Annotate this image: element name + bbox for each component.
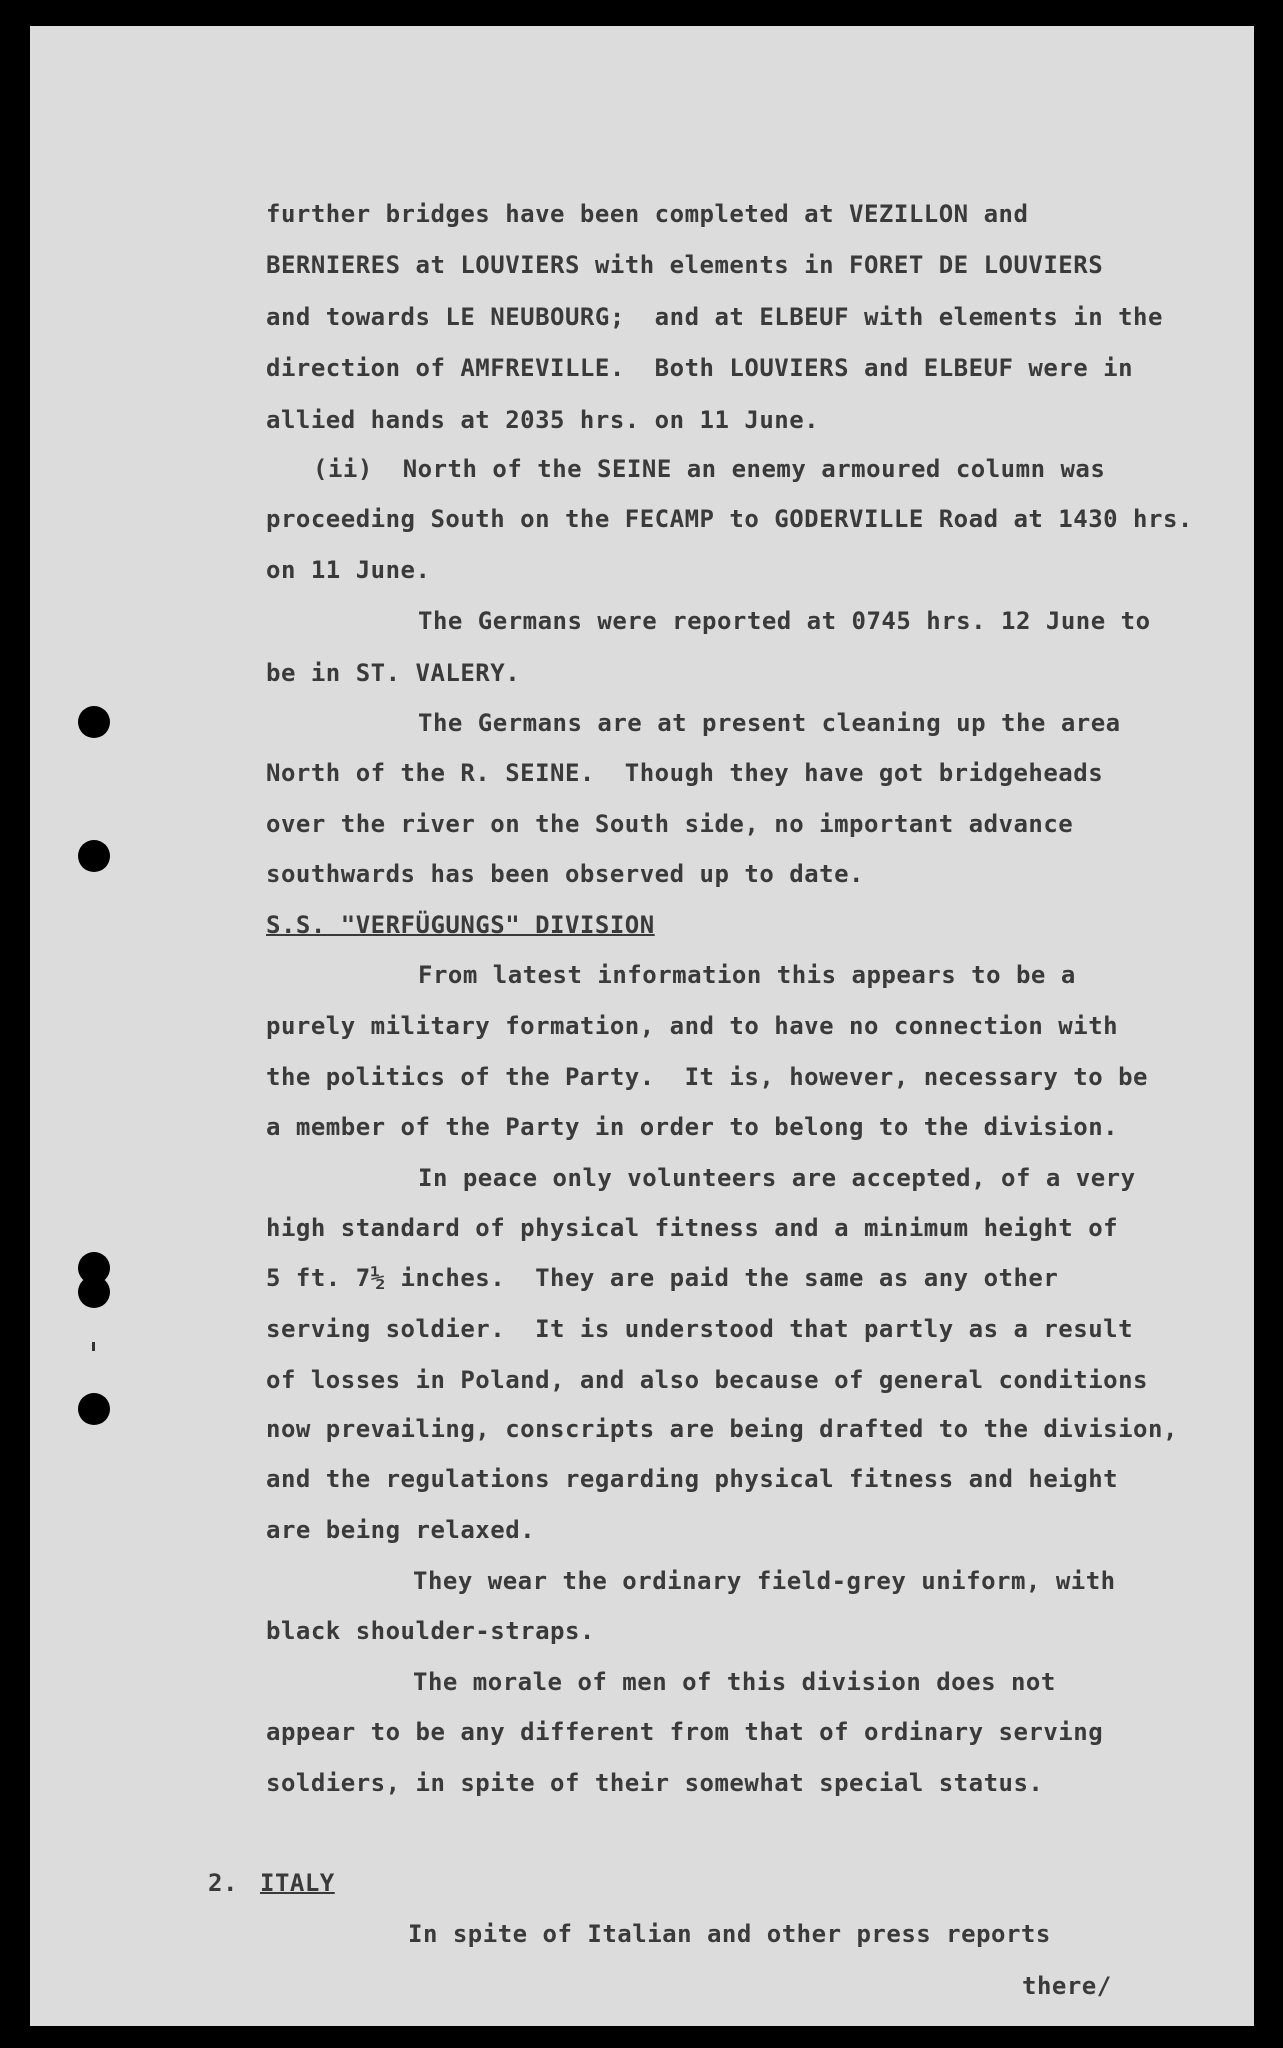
text-line: 5 ft. 7½ inches. They are paid the same as any other	[266, 1264, 1059, 1292]
text-line: purely military formation, and to have no connection with	[266, 1012, 1119, 1040]
text-line: The Germans are at present cleaning up the area	[418, 709, 1121, 737]
text-line: BERNIERES at LOUVIERS with elements in FORET DE LOUVIERS	[266, 251, 1104, 279]
text-line: southwards has been observed up to date.	[266, 860, 864, 888]
text-line: North of the R. SEINE. Though they have got bridgeheads	[266, 759, 1104, 787]
text-line: appear to be any different from that of ordinary serving	[266, 1718, 1104, 1746]
punch-hole	[78, 1276, 110, 1308]
punch-hole	[78, 1393, 110, 1425]
text-line: allied hands at 2035 hrs. on 11 June.	[266, 406, 820, 434]
section-heading: ITALY	[260, 1869, 335, 1897]
text-line: and the regulations regarding physical fitness and height	[266, 1465, 1119, 1493]
punch-hole	[78, 840, 110, 872]
text-line: further bridges have been completed at VEZILLON and	[266, 200, 1029, 228]
text-line: the politics of the Party. It is, however, necessary to be	[266, 1063, 1149, 1091]
catchword: there/	[1022, 1972, 1112, 2000]
text-line: a member of the Party in order to belong to the division.	[266, 1113, 1119, 1141]
text-line: In peace only volunteers are accepted, of a very	[418, 1164, 1136, 1192]
text-line: proceeding South on the FECAMP to GODERVILLE Road at 1430 hrs.	[266, 505, 1193, 533]
document-page	[30, 26, 1254, 2026]
text-line: over the river on the South side, no important advance	[266, 810, 1074, 838]
punch-hole	[78, 706, 110, 738]
paper-mark	[92, 1342, 95, 1351]
text-line: are being relaxed.	[266, 1516, 536, 1544]
text-line: The Germans were reported at 0745 hrs. 12 June to	[418, 607, 1151, 635]
section-number: 2.	[208, 1869, 238, 1897]
text-line: of losses in Poland, and also because of general conditions	[266, 1366, 1149, 1394]
text-line: From latest information this appears to be a	[418, 961, 1076, 989]
text-line: now prevailing, conscripts are being drafted to the division,	[266, 1415, 1178, 1443]
text-line: be in ST. VALERY.	[266, 659, 521, 687]
section-heading: S.S. "VERFÜGUNGS" DIVISION	[266, 911, 655, 939]
text-line: and towards LE NEUBOURG; and at ELBEUF with elements in the	[266, 303, 1163, 331]
text-line: soldiers, in spite of their somewhat special status.	[266, 1769, 1044, 1797]
text-line: The morale of men of this division does not	[413, 1668, 1056, 1696]
text-line: direction of AMFREVILLE. Both LOUVIERS and ELBEUF were in	[266, 354, 1134, 382]
text-line: (ii) North of the SEINE an enemy armoured column was	[313, 455, 1106, 483]
text-line: serving soldier. It is understood that partly as a result	[266, 1315, 1134, 1343]
text-line: on 11 June.	[266, 556, 431, 584]
text-line: In spite of Italian and other press reports	[408, 1920, 1051, 1948]
text-line: They wear the ordinary field-grey uniform, with	[413, 1567, 1116, 1595]
text-line: black shoulder-straps.	[266, 1617, 595, 1645]
text-line: high standard of physical fitness and a minimum height of	[266, 1214, 1119, 1242]
